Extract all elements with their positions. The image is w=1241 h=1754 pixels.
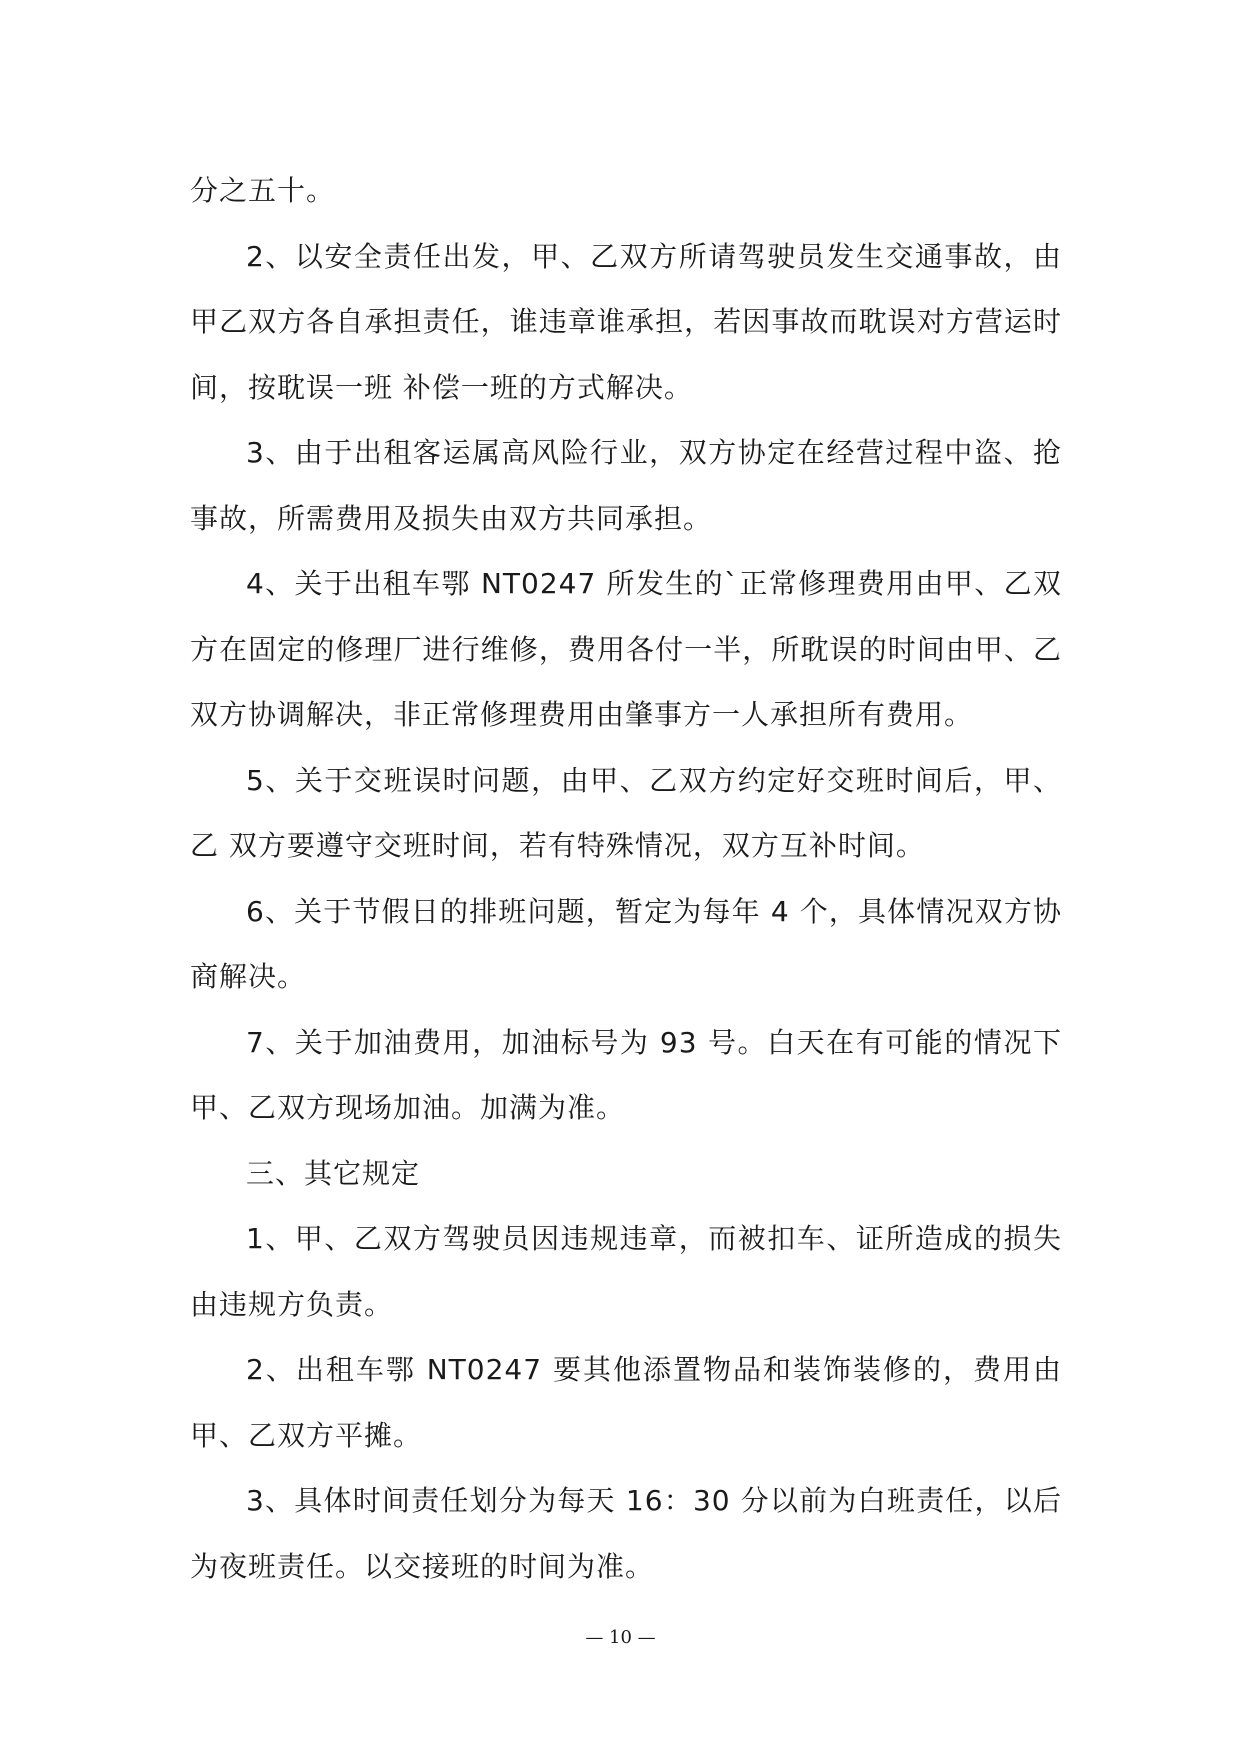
section-heading-other-rules: 三、其它规定 — [246, 1156, 421, 1190]
page-number: — 10 — — [585, 1627, 656, 1648]
paragraph-clause-4-repair: 4、关于出租车鄂 NT0247 所发生的`正常修理费用由甲、乙双方在固定的修理厂进行维修，费用各付一半，所耽误的时间由甲、乙双方协调解决，非正常修理费用由肇事方一人承担所有费用。 — [190, 567, 1062, 731]
paragraph-continuation: 分之五十。 — [190, 174, 336, 207]
paragraph-rule-3-responsibility-time: 3、具体时间责任划分为每天 16：30 分以前为白班责任，以后为夜班责任。以交接班的时间为准。 — [190, 1484, 1062, 1583]
paragraph-clause-3-risk: 3、由于出租客运属高风险行业，双方协定在经营过程中盗、抢事故，所需费用及损失由双方共同承担。 — [190, 436, 1062, 535]
paragraph-rule-1-violations: 1、甲、乙双方驾驶员因违规违章，而被扣车、证所造成的损失由违规方负责。 — [190, 1222, 1062, 1321]
document-body — [190, 158, 1062, 1599]
paragraph-rule-2-decoration: 2、出租车鄂 NT0247 要其他添置物品和装饰装修的，费用由甲、乙双方平摊。 — [190, 1353, 1062, 1452]
paragraph-clause-6-holidays: 6、关于节假日的排班问题，暂定为每年 4 个，具体情况双方协商解决。 — [190, 894, 1062, 993]
paragraph-clause-5-shift-time: 5、关于交班误时问题，由甲、乙双方约定好交班时间后，甲、乙 双方要遵守交班时间，若有特殊情况，双方互补时间。 — [190, 763, 1062, 862]
paragraph-clause-2-safety: 2、以安全责任出发，甲、乙双方所请驾驶员发生交通事故，由甲乙双方各自承担责任，谁违章谁承担，若因事故而耽误对方营运时间，按耽误一班 补偿一班的方式解决。 — [190, 239, 1062, 404]
paragraph-clause-7-fuel: 7、关于加油费用，加油标号为 93 号。白天在有可能的情况下甲、乙双方现场加油。加满为准。 — [190, 1025, 1062, 1124]
